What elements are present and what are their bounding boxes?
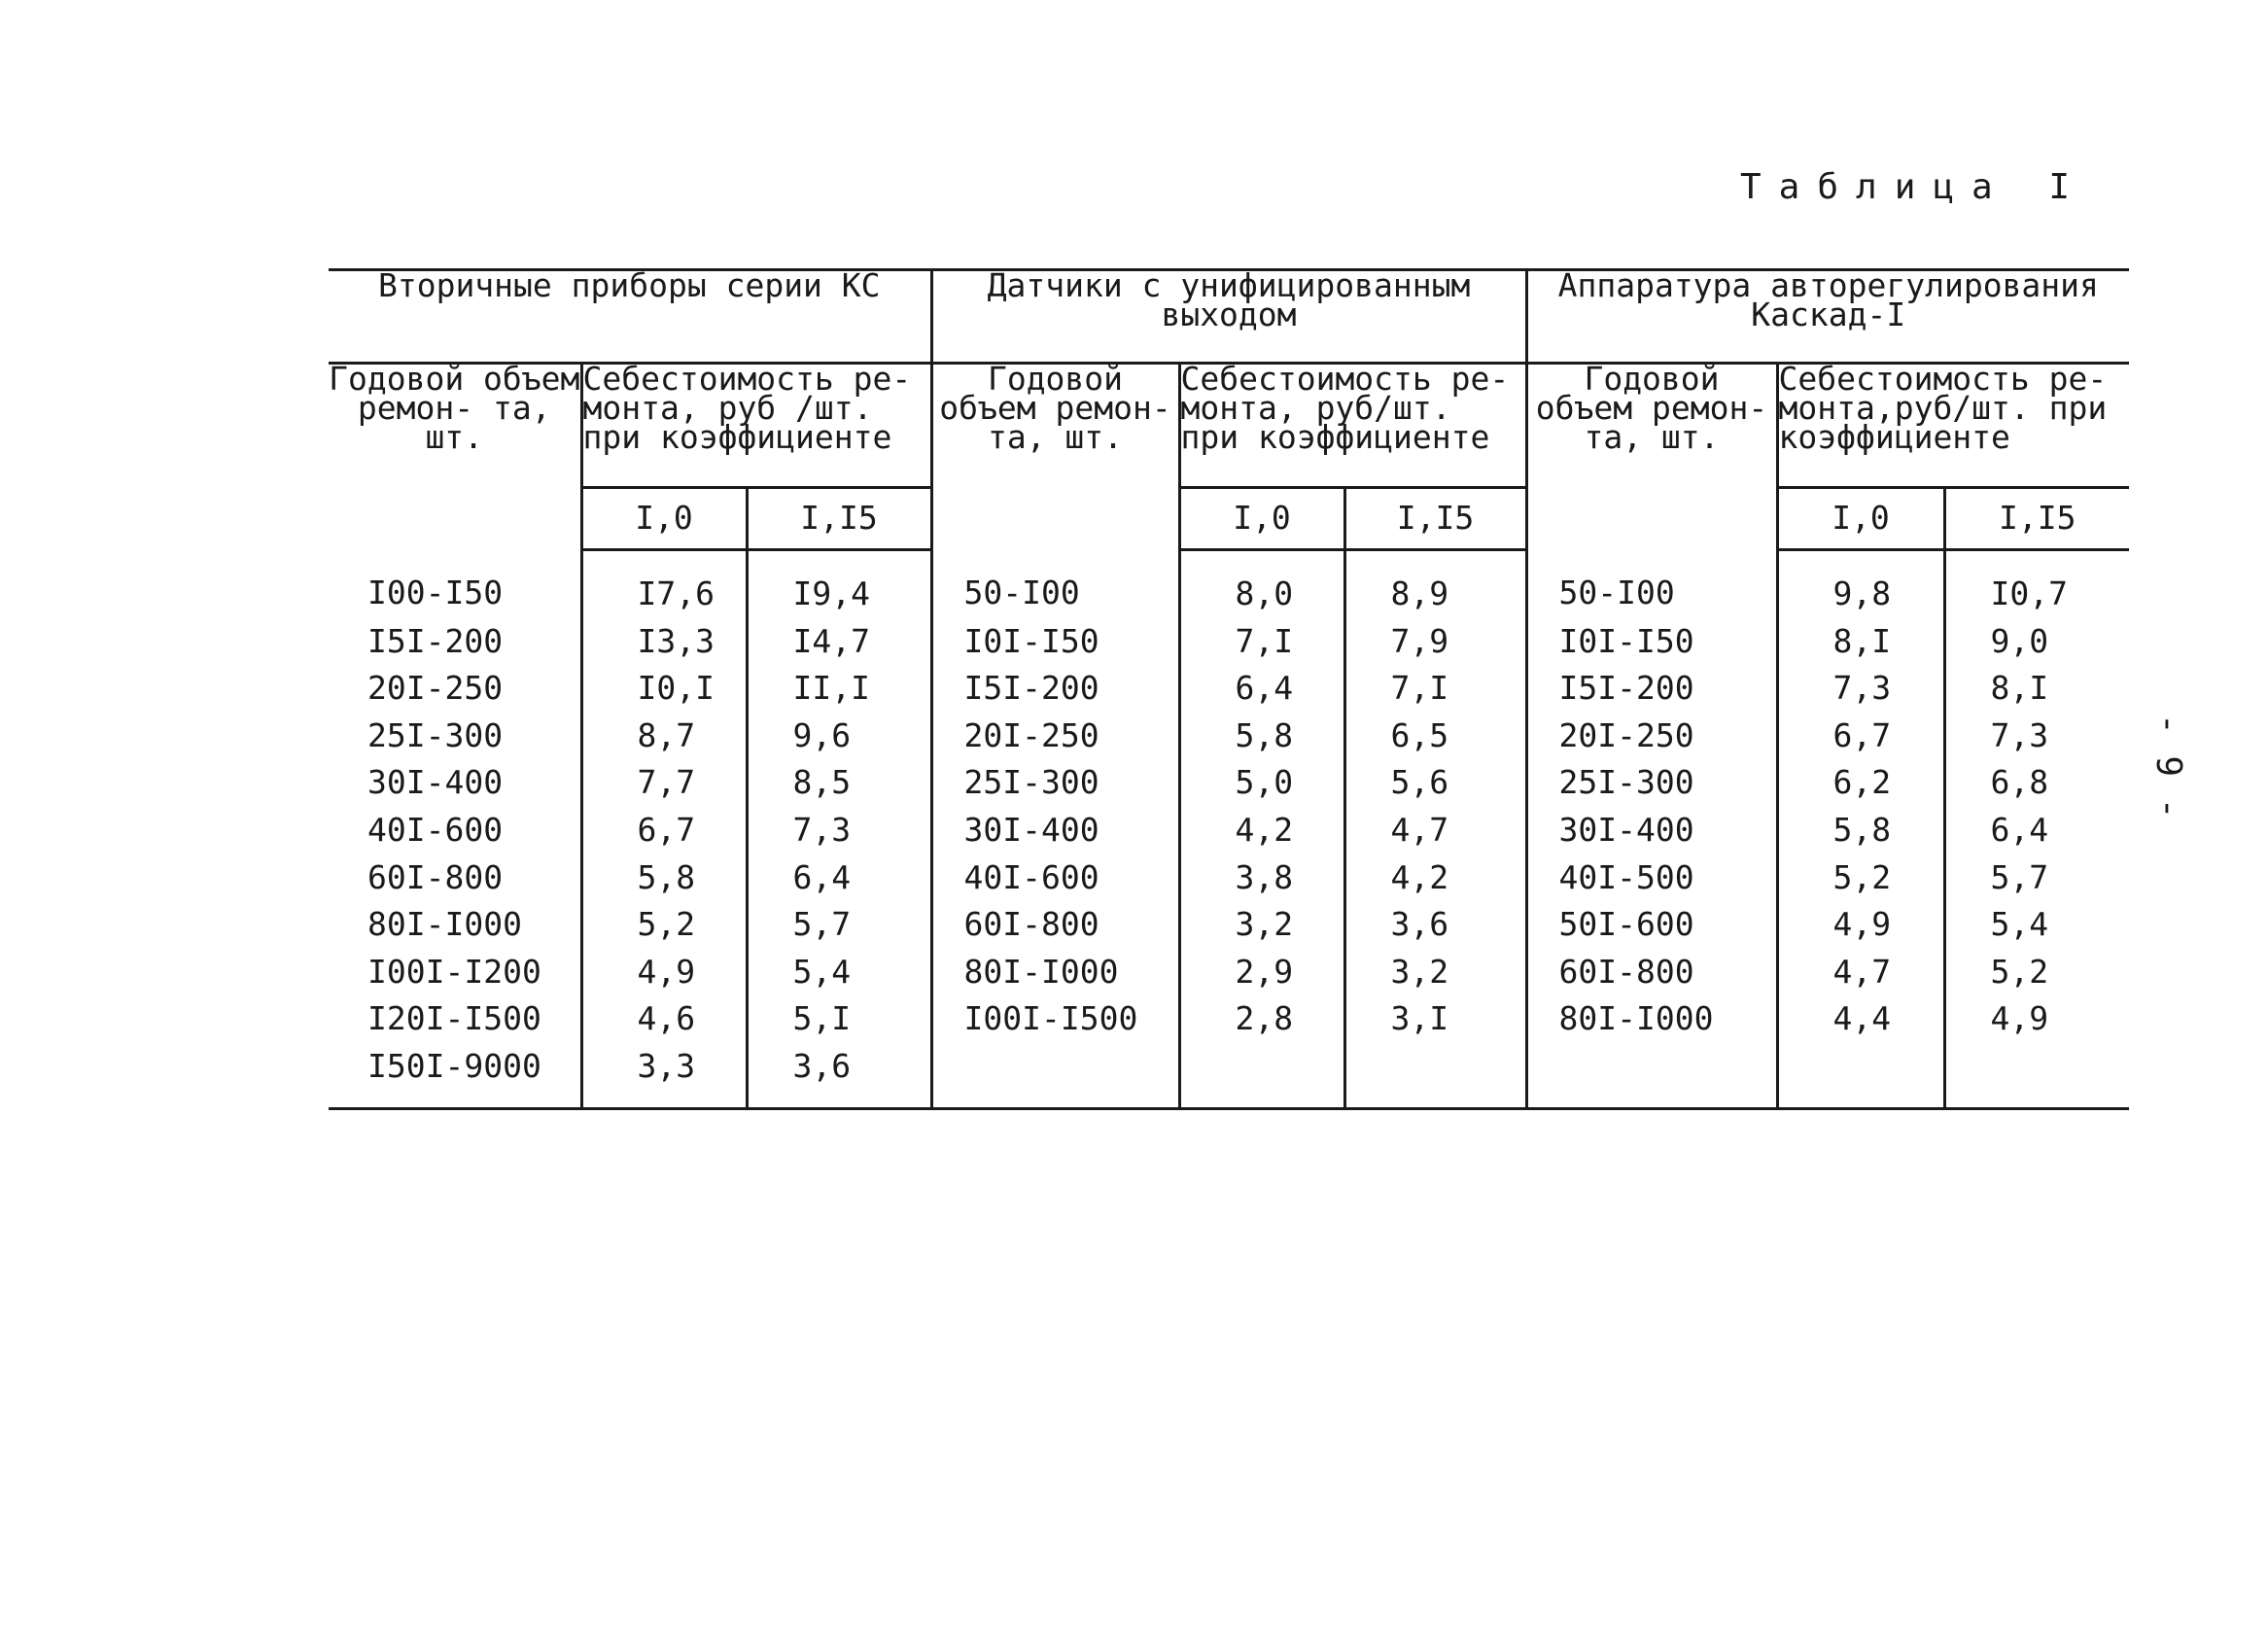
coefficient-header: I,I5 — [1944, 488, 2129, 550]
cost-value-cell: 6,4 — [1944, 807, 2129, 854]
page-number: - 9 - — [2148, 714, 2188, 819]
cost-value-cell: 5,I — [747, 995, 931, 1043]
table-row — [329, 665, 2129, 713]
table-row — [329, 713, 2129, 760]
volume-range-cell: I0I-I50 — [1526, 618, 1777, 666]
cost-value-cell: 7,I — [1344, 665, 1526, 713]
coefficient-header: I,I5 — [747, 488, 931, 550]
volume-header: Годовой объем ремон- та, шт. — [329, 360, 580, 456]
volume-range-cell: 25I-300 — [1526, 759, 1777, 807]
cost-value-cell: I0,I — [581, 665, 747, 713]
volume-range-cell: 60I-800 — [367, 857, 504, 896]
cost-value-cell: 8,I — [1777, 618, 1944, 666]
cost-value-cell: 5,2 — [1777, 854, 1944, 902]
volume-range-cell: 50-I00 — [931, 550, 1179, 618]
cost-value-cell: I4,7 — [747, 618, 931, 666]
group-title-ks: Вторичные приборы серии КС — [329, 270, 931, 364]
volume-range-cell: I5I-200 — [931, 665, 1179, 713]
cost-value-cell: 5,4 — [1944, 901, 2129, 949]
cost-value-cell: 7,3 — [1777, 665, 1944, 713]
volume-range-cell: 40I-600 — [931, 854, 1179, 902]
cost-value-cell: 8,7 — [581, 713, 747, 760]
cost-value-cell: 7,3 — [747, 807, 931, 854]
cost-value-cell: 5,7 — [747, 901, 931, 949]
cost-value-cell: 4,6 — [581, 995, 747, 1043]
cost-value-cell: 4,2 — [1344, 854, 1526, 902]
cost-value-cell: 6,2 — [1777, 759, 1944, 807]
volume-range-cell: 50-I00 — [1526, 550, 1777, 618]
table-body — [329, 550, 2129, 1109]
cost-value-cell: 7,I — [1179, 618, 1344, 666]
volume-range-cell: I5I-200 — [1526, 665, 1777, 713]
cost-value-cell: 4,9 — [1777, 901, 1944, 949]
volume-range-cell: 40I-600 — [367, 810, 504, 849]
cost-value-cell: 3,2 — [1179, 901, 1344, 949]
table-row — [329, 618, 2129, 666]
cost-value-cell: 9,0 — [1944, 618, 2129, 666]
volume-range-cell: I20I-I500 — [367, 999, 541, 1038]
volume-range-cell: I00I-I500 — [931, 995, 1179, 1043]
cost-value-cell: 5,7 — [1944, 854, 2129, 902]
volume-range-cell: 20I-250 — [367, 669, 504, 708]
table-caption: Таблица I — [1740, 167, 2088, 207]
cost-value-cell: II,I — [747, 665, 931, 713]
volume-header: Годовой объем ремон- та, шт. — [931, 364, 1179, 550]
cost-value-cell: 3,6 — [747, 1043, 931, 1109]
cost-value-cell — [1944, 1043, 2129, 1109]
cost-value-cell: 4,7 — [1777, 949, 1944, 996]
cost-value-cell: 9,6 — [747, 713, 931, 760]
cost-value-cell: 5,8 — [1179, 713, 1344, 760]
cost-value-cell: 7,3 — [1944, 713, 2129, 760]
cost-value-cell: 5,8 — [1777, 807, 1944, 854]
cost-value-cell: 3,2 — [1344, 949, 1526, 996]
table-row — [329, 759, 2129, 807]
cost-value-cell: 6,7 — [581, 807, 747, 854]
cost-header: Себестоимость ре- монта,руб/шт. при коэффициенте — [1777, 364, 2129, 488]
cost-value-cell: 3,3 — [581, 1043, 747, 1109]
cost-value-cell: 8,9 — [1344, 550, 1526, 618]
cost-value-cell: 3,6 — [1344, 901, 1526, 949]
cost-value-cell: 5,4 — [747, 949, 931, 996]
volume-range-cell: 80I-I000 — [931, 949, 1179, 996]
cost-value-cell: 6,7 — [1777, 713, 1944, 760]
volume-range-cell — [1526, 1043, 1777, 1109]
cost-value-cell: 4,2 — [1179, 807, 1344, 854]
cost-value-cell: 4,9 — [581, 949, 747, 996]
cost-value-cell — [1777, 1043, 1944, 1109]
cost-value-cell: 6,8 — [1944, 759, 2129, 807]
volume-range-cell — [931, 1043, 1179, 1109]
volume-range-cell: 20I-250 — [1526, 713, 1777, 760]
cost-value-cell: 5,6 — [1344, 759, 1526, 807]
cost-value-cell: 6,5 — [1344, 713, 1526, 760]
volume-range-cell: I0I-I50 — [931, 618, 1179, 666]
cost-value-cell: 4,9 — [1944, 995, 2129, 1043]
table-row — [329, 854, 2129, 902]
coefficient-header: I,0 — [1777, 488, 1944, 550]
cost-value-cell: 5,8 — [581, 854, 747, 902]
volume-range-cell: 50I-600 — [1526, 901, 1777, 949]
cost-header: Себестоимость ре- монта, руб/шт. при коэффициенте — [1179, 364, 1526, 488]
group-title-sensors: Датчики с унифицированным выходом — [931, 270, 1526, 364]
cost-value-cell: 8,5 — [747, 759, 931, 807]
cost-value-cell: 5,2 — [1944, 949, 2129, 996]
cost-value-cell: 6,4 — [747, 854, 931, 902]
cost-value-cell: 2,9 — [1179, 949, 1344, 996]
coefficient-header: I,I5 — [1344, 488, 1526, 550]
volume-range-cell: I5I-200 — [367, 621, 504, 660]
group-title-kaskad: Аппаратура авторегулирования Каскад-I — [1526, 270, 2129, 364]
table-container — [329, 268, 2129, 1110]
cost-value-cell: 5,2 — [581, 901, 747, 949]
cost-value-cell: 4,4 — [1777, 995, 1944, 1043]
table-row — [329, 995, 2129, 1043]
volume-range-cell: 20I-250 — [931, 713, 1179, 760]
cost-value-cell: 7,9 — [1344, 618, 1526, 666]
cost-value-cell: I9,4 — [747, 550, 931, 618]
volume-range-cell: I00I-I200 — [367, 952, 541, 991]
cost-value-cell: 8,I — [1944, 665, 2129, 713]
cost-value-cell: 7,7 — [581, 759, 747, 807]
repair-cost-table — [329, 268, 2129, 1110]
cost-value-cell — [1179, 1043, 1344, 1109]
cost-value-cell: I7,6 — [581, 550, 747, 618]
volume-range-cell: I50I-9000 — [329, 1043, 581, 1109]
cost-value-cell: 4,7 — [1344, 807, 1526, 854]
table-row — [329, 550, 2129, 618]
cost-value-cell: 6,4 — [1179, 665, 1344, 713]
volume-range-cell: 25I-300 — [367, 715, 504, 754]
table-row — [329, 949, 2129, 996]
cost-header: Себестоимость ре- монта, руб /шт. при коэффициенте — [581, 364, 931, 488]
volume-range-cell: 80I-I000 — [1526, 995, 1777, 1043]
coefficient-header: I,0 — [1179, 488, 1344, 550]
volume-range-cell: 60I-800 — [931, 901, 1179, 949]
volume-range-cell: 40I-500 — [1526, 854, 1777, 902]
cost-value-cell: I0,7 — [1944, 550, 2129, 618]
volume-range-cell: 30I-400 — [1526, 807, 1777, 854]
table-row — [329, 1043, 2129, 1109]
coefficient-header: I,0 — [581, 488, 747, 550]
volume-header: Годовой объем ремон- та, шт. — [1526, 364, 1777, 550]
cost-value-cell: 3,8 — [1179, 854, 1344, 902]
cost-value-cell: 8,0 — [1179, 550, 1344, 618]
cost-value-cell: 2,8 — [1179, 995, 1344, 1043]
cost-value-cell — [1344, 1043, 1526, 1109]
cost-value-cell: 3,I — [1344, 995, 1526, 1043]
table-row — [329, 901, 2129, 949]
volume-range-cell: 30I-400 — [931, 807, 1179, 854]
volume-range-cell: 30I-400 — [367, 763, 504, 802]
cost-value-cell: I3,3 — [581, 618, 747, 666]
table-row — [329, 807, 2129, 854]
volume-range-cell: 60I-800 — [1526, 949, 1777, 996]
cost-value-cell: 5,0 — [1179, 759, 1344, 807]
volume-range-cell: 25I-300 — [931, 759, 1179, 807]
cost-value-cell: 9,8 — [1777, 550, 1944, 618]
volume-range-cell: I00-I50 — [367, 573, 504, 611]
volume-range-cell: 80I-I000 — [367, 905, 522, 944]
